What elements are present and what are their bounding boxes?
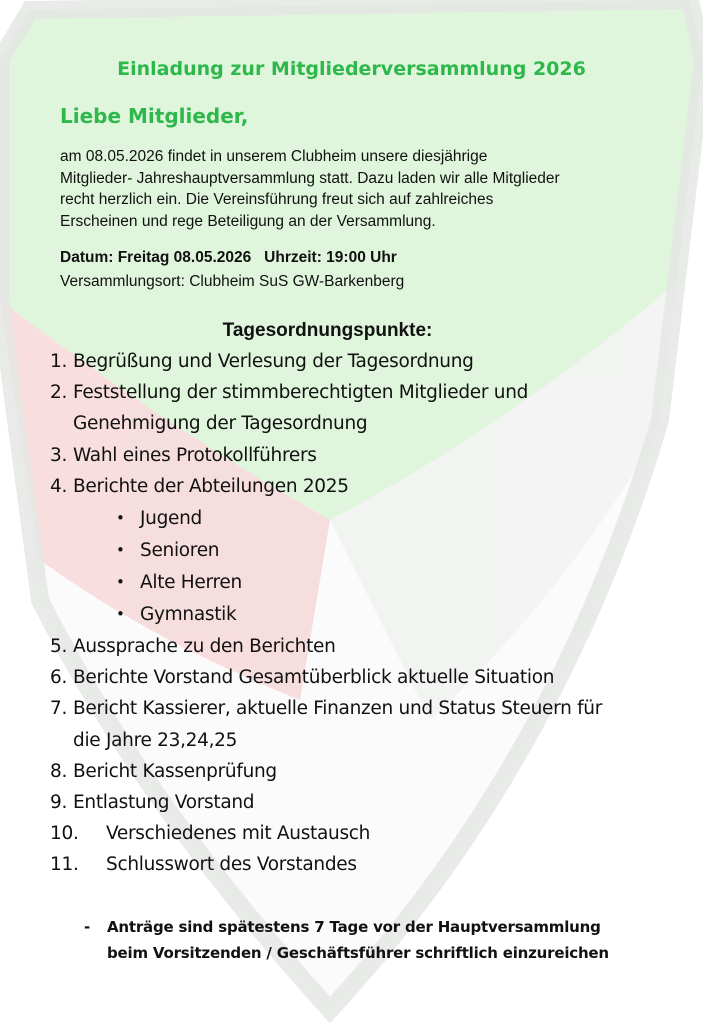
intro-line: Mitglieder- Jahreshauptversammlung statt. Dazu laden wir alle Mitglieder (60, 169, 560, 187)
intro-line: am 08.05.2026 findet in unserem Clubheim unsere diesjährige (60, 148, 488, 165)
agenda-text-continued: Genehmigung der Tagesordnung (73, 413, 368, 434)
sub-item-label: Gymnastik (140, 604, 237, 625)
agenda-number: 1. (50, 351, 68, 372)
bullet-icon: • (116, 509, 125, 527)
document-title: Einladung zur Mitgliederversammlung 2026 (117, 58, 586, 80)
agenda-number: 9. (50, 792, 68, 813)
agenda-text: Feststellung der stimmberechtigten Mitglieder und (73, 382, 529, 403)
date-time-line: Datum: Freitag 08.05.2026 Uhrzeit: 19:00 Uhr (60, 249, 397, 266)
note-line: beim Vorsitzenden / Geschäftsführer schriftlich einzureichen (107, 944, 609, 962)
sub-item-gymnastik (116, 604, 416, 630)
agenda-item-2 (50, 382, 670, 438)
agenda-item-1 (50, 351, 670, 377)
agenda-item-3 (50, 445, 670, 471)
agenda-number: 2. (50, 382, 68, 403)
sub-item-label: Senioren (140, 540, 220, 561)
bullet-icon: • (116, 573, 125, 591)
intro-line: recht herzlich ein. Die Vereinsführung freut sich auf zahlreiches (60, 191, 494, 208)
agenda-item-11 (50, 854, 670, 880)
sub-item-senioren (116, 540, 416, 566)
note-dash: - (84, 918, 91, 936)
agenda-number: 3. (50, 445, 68, 466)
agenda-item-8 (50, 761, 670, 787)
agenda-text: Berichte Vorstand Gesamtüberblick aktuelle Situation (73, 667, 555, 688)
agenda-text: Begrüßung und Verlesung der Tagesordnung (73, 351, 474, 372)
agenda-heading: Tagesordnungspunkte: (222, 320, 433, 341)
note-line: Anträge sind spätestens 7 Tage vor der Hauptversammlung (107, 918, 601, 936)
agenda-item-6 (50, 667, 670, 693)
agenda-number: 5. (50, 636, 68, 657)
agenda-text: Entlastung Vorstand (73, 792, 255, 813)
agenda-text: Berichte der Abteilungen 2025 (73, 476, 349, 497)
agenda-number: 4. (50, 476, 68, 497)
agenda-item-9 (50, 792, 670, 818)
agenda-item-7 (50, 698, 680, 754)
sub-item-label: Alte Herren (140, 572, 242, 593)
greeting: Liebe Mitglieder, (60, 104, 249, 128)
agenda-text: Verschiedenes mit Austausch (106, 823, 371, 844)
intro-line: Erscheinen und rege Beteiligung an der Versammlung. (60, 212, 436, 230)
agenda-text: Schlusswort des Vorstandes (106, 854, 357, 875)
agenda-number: 10. (50, 823, 79, 844)
sub-item-alte-herren (116, 572, 416, 598)
agenda-item-4 (50, 476, 670, 502)
venue-line: Versammlungsort: Clubheim SuS GW-Barkenberg (60, 273, 405, 290)
agenda-number: 11. (50, 854, 79, 875)
agenda-text-continued: die Jahre 23,24,25 (73, 730, 238, 751)
agenda-number: 8. (50, 761, 68, 782)
bullet-icon: • (116, 605, 125, 623)
bullet-icon: • (116, 541, 125, 559)
agenda-item-5 (50, 636, 670, 662)
agenda-number: 6. (50, 667, 68, 688)
intro-paragraph (60, 146, 680, 232)
agenda-number: 7. (50, 698, 68, 719)
agenda-item-10 (50, 823, 670, 849)
sub-item-jugend (116, 508, 416, 534)
sub-item-label: Jugend (140, 508, 202, 529)
agenda-text: Aussprache zu den Berichten (73, 636, 336, 657)
agenda-text: Bericht Kassenprüfung (73, 761, 277, 782)
agenda-text: Wahl eines Protokollführers (73, 445, 317, 466)
agenda-text: Bericht Kassierer, aktuelle Finanzen und Status Steuern für (73, 698, 603, 719)
